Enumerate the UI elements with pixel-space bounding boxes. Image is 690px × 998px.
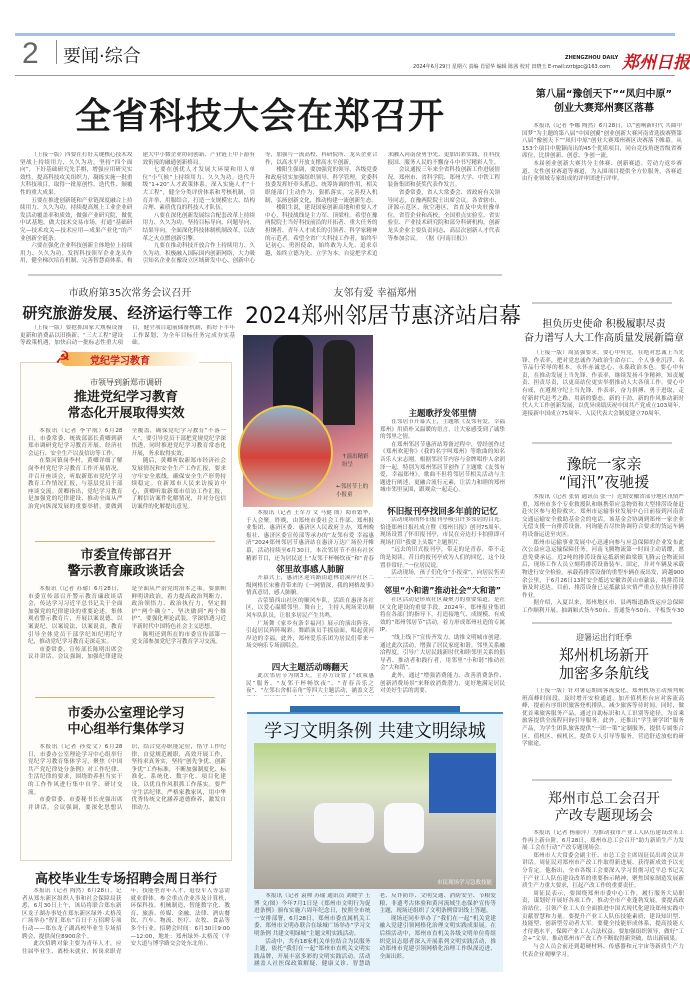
- gov-subtitle: 市政府第35次常务会议召开: [68, 288, 192, 299]
- performer-figure: [323, 340, 355, 425]
- tent: [429, 753, 496, 813]
- party-banner-label: 党纪学习教育: [90, 356, 150, 367]
- paragraph: 广场舞《家乡有条幸福河》展示的演出阵容，引起居民阵阵喝彩。舞蹈演员手摇扇面，唱起黄河岸边的幸福。此外，郑州爱乐乐团为居民们带来一场交响乐专场演唱会。: [246, 620, 374, 650]
- airport-subtitle: 迎暑运出行旺季: [576, 633, 632, 642]
- paragraph: 据介绍，入夏以来，郑州地区市、县两级道路货运应急保障工作顺利开展。抽调厢式货车50台、普通货车50台、平板货车30: [522, 600, 684, 614]
- paragraph: 活动中，共有18家机关单位结合为民服务主题，依托“我们在一起”郑州市直机关文明实践品牌，开展丰富多彩的文明实践活动。活动涵盖人社医保政策解疑、健康义诊、智慧助老、反诈防诈、文明交通、消防安全、节粮爱粮、非遗考古体验和黄河流域生态保护宣传等主题，现场还组织了文明条例常识线上答题。: [254, 893, 496, 968]
- paragraph: “线上线下”宣传齐发力，助推文明城市创建。通过此次活动，增强了居民家庭和谐，邻里关系融洽程度，引导广大居民践新时代和睦邻里关系的倡导者、推动者和践行者，用邻里“小和谐”推动社会“大和谐”。: [380, 634, 505, 672]
- caption-2: ←邻居节上的小报童: [336, 484, 369, 498]
- page-number: 2: [22, 37, 39, 70]
- venture-title-1: 第八届“豫创天下”“凤归中原”: [535, 89, 673, 100]
- union-title-1: 郑州市总工会召开: [548, 791, 660, 807]
- paragraph: 随后，黄卿听取新郑市经济社会发展情况和安全生产工作汇报，要求守牢安全底线，确保安全生产形势持续稳定。在新郑市人民来访接访中心，黄卿听取新郑市信访工作汇报，了解信访案件化解情况，并对分包信访案件的化解提出意见。: [131, 458, 226, 510]
- paragraph: 楼阳生强调，要加强党的领导，各级党委和政府切实加强组织领导、科学管理，党委科技委发挥好牵头抓总、统筹协调的作用，相关职能部门主动作为，狠抓落实，完善投入机制，弘扬创新文化，推动构建一流创新生态。: [265, 167, 378, 204]
- paragraph: 在梨河镇岗李村，黄卿详细了解岗李村党纪学习教育工作开展情况，并召开座谈会，听取新郑市党纪学习教育工作情况汇报，与基层党员干部座谈交流。黄卿指出，党纪学习教育是加强党的纪律建设、推动全面从严治党向纵深发展的重要举措，要做到全覆盖，确保党纪学习教育“不落一人”，要引导党员干部把党规党纪学深悟透，同时推进党纪学习教育常态化开展，务求取得实效。: [28, 428, 226, 510]
- paragraph: 在郑州邻居节惠济站筹备过程中，曾经创作过《郑州欢迎你》《我的名字叫郑州》等歌曲的知名音乐人宋志刚，根据邻居节内容与金牌唱作人余润泽一起，特别为郑州邻居节创作了主题歌《友邻有爱，幸福郑州》。歌曲不但将邻居节相关活动与主题进行阐述，更融合流行元素，让活力和睦的郑州城市邻里氛围，跟观众一起走心。: [380, 441, 505, 494]
- party-a3-title-1: 市委办公室理论学习: [67, 706, 185, 721]
- neighbor-body5: [380, 597, 505, 696]
- npc-title-2: 奋力谱写人大工作高质量发展新篇章: [524, 333, 684, 344]
- paragraph: 与会人员会前还到超硬材料、传感器和元宇宙等新质生产力代表企业观摩学习。: [522, 943, 684, 958]
- npc-body: [522, 350, 684, 433]
- civil-photo-caption: 市民现场学习急救技能: [436, 880, 492, 886]
- paragraph: 本报讯（记者 袁帅 苏瑜 通讯员 刘晓宇 王博 文/图）今年7月1日是《郑州市文明行为促进条例》颁布实施六周年纪念日，按照全市统一安排部署，6月28日，郑州市委直属机关工委、郑州市文明办联合在绿城广场举办“学习文明条例 共建文明绿城”主题文明实践活动。: [254, 893, 371, 937]
- newsboy-inset-photo: [238, 405, 333, 500]
- paragraph: 社区活动是形成社区凝聚力的重要渠道，是社区文化建设的重要手段。2024年，郑州报业集团将在各部门的指导下，打造接地气、成规模、有成效的“郑州邻居节”活动，着力形成郑州社造的专属IP。: [380, 597, 505, 634]
- npc-title-1: 担负历史使命 积极履职尽责: [542, 319, 666, 330]
- paragraph: 会议通报三年来全省科技创新工作进展情况。郑州市、省科学院、郑州大学、中铁工程装备集团和获奖代表作发言。: [387, 167, 500, 189]
- union-title: [520, 791, 688, 825]
- neighbor-subtitle: 友邻有爱 幸福郑州: [333, 288, 417, 299]
- lead-body: [20, 152, 500, 268]
- neighbor-h4: 怀旧报刊亭找回多年前的记忆: [387, 507, 498, 517]
- civil-body: [254, 893, 496, 969]
- paragraph: （上接一版）要抢抓国家大规模设备更新和消费品以旧换新、“三大工程”建设等政策机遇，加快启动一批标志性重大项目，健全项目超前储备机制，抓好下半年工作谋划，为全年目标任务完成夯实基础。: [20, 325, 235, 347]
- paragraph: 本报讯（记者 杨丽萍）为推动我市产业工人队伍建设改革工作再上新台阶，6月28日，郑州市总工会召开“助力新质生产力发展 工会在行动”产改专题现场会。: [522, 830, 684, 852]
- paragraph: 活动现场的怀旧报刊亭吸引许多邻居的目光。恰逢郑州日报社成立暨《郑州日报》创刊75周年，现场设置了怀旧报刊亭，市民在旁边打卡拍照即可现场打印“我要上头版”主题照片。: [380, 517, 505, 546]
- person-figure: [384, 803, 424, 853]
- issue-meta: 2024年6月29日 星期六 责编 肖留华 编辑 陈茜 校对 田晓玉 E-mail:zzrbjpc@163.com: [413, 64, 610, 70]
- party-a1-subtitle: 市领导到新郑市调研: [90, 378, 162, 387]
- party-a2-title-1: 市委宣传部召开: [80, 548, 172, 563]
- paragraph: 周征民表示，要围绕郑州市委中心工作，履行服务大局职责，谋划好开展好各项工作，推动全市产业蓬勃发展。要提高政治站位，引领产业工人在全面推进中国式现代化建设郑州实践中贡献智慧和力量。要提升产业工人队伍技能素质，建设知识型、技能型、创新型劳动者大军。要健全技能形成体系，提高技能人才待遇水平，保障产业工人合法权益。要加强组织领导，做好“工会+”文章，推动郑州市产改工作不断取得新突破、结出新硕果。: [522, 890, 684, 943]
- paragraph: 此外，通过“增强消费能力、改善消费条件、创新消费场景”来释放消费潜力，更好地满足居民对美好生活的需要。: [380, 672, 505, 695]
- paragraph: 此次招聘对象主要为青年人才，应往届毕业生、离校未就业、转岗求职青年，技能型青年人才，退役军人等急需就业群体。参会重点企业涉及计算机、环保科技、机械制造、智能数字化、教育、旅游、传媒、金融、法律、酒店餐饮、汽车、物流、医疗、农牧、食品等多个行业。招聘会时间：6月30日9:00—12:00，地址：郑州绿外·太格茂（平安大道与博学路交会处东北角）。: [22, 888, 230, 955]
- flood-title: [520, 455, 688, 491]
- party-a1-title-2: 常态化开展取得实效: [67, 406, 185, 421]
- paragraph: 在邻居节开幕式上，主题歌《友邻有爱，幸福郑州》用质朴又温暖的语言，让大家感受到了诚挚的邻里之情。: [380, 419, 505, 441]
- paragraph: 现场还同步举办了“我们在一起”机关党建融入党建引领网格化治理文明实践成果展。在后续活动中，郑州市直机关各级文明单位将组织党员志愿者深入开展系列文明实践活动，推动郑州市党建引领网格化治理工作纵深迈进、全面出彩。: [379, 915, 496, 960]
- paragraph: “远去的旧式报刊亭，带走的是青春，带不走的是阅读。昔日的报刊亭成为人们的回忆，这个设置非常好。”一位居民说。: [380, 547, 505, 569]
- paragraph: 六要在强化企业科技创新主体地位上持续用力、久久为功。发挥科技领军企业龙头作用，健全梯次培育机制，完善智慧商体系，构建大中小微企业协同创新、产业链上中下游有效衔接的融通创新格局。: [20, 152, 255, 265]
- npc-title: [520, 318, 688, 346]
- paragraph: 本报讯（记者 李娜 陶然）6月28日，以“创响新时代 共圆中国梦”为主题的第八届“中国创翼”创业创新大赛河南省选拔赛暨第八届“豫创天下”“凤归中原”创业大赛郑州赛区决赛落下帷幕。从153个项目中脱颖而出的45个优质项目，同台竞技角逐晋级省赛席位，比拼创新、创意、争创一流。: [522, 123, 682, 160]
- divider: [532, 442, 672, 444]
- paragraph: 五要在推进创新链和产业链深度融合上持续用力、久久为功。持续提高规上工业企业研发活动覆盖率和质效，做强产业研究院，做优中试基地，做大技术交易市场，打通“基础研究—技术攻关—技术应用—成果产业化”的产业创新全链条。: [20, 197, 133, 242]
- party-a3-body: [28, 744, 226, 856]
- civil-tab: [290, 706, 460, 712]
- paragraph: 八要在深化创新发展综合配套改革上持续用力、久久为功。坚持目标导向、问题导向、结果导向，全面深化科技体制机制改革，以改革之火点燃创新引擎。: [142, 212, 255, 242]
- paragraph: 九要在推动科技开放合作上持续用力、久久为功。积极融入国际国内创新网络，大力吸引知名企业在豫设立区域研发中心、创新中心等，加强与一流高校、科研院所、龙头企业合作，以高水平开放支撑高水平创新。: [142, 152, 378, 265]
- paragraph: 市委常委、宣传部长陈明出席会议并讲话。会议强调，加强纪律建设是全面从严治党的治本之策。要旗帜鲜明讲政治，着力提高政治判断力、政治领悟力、政治执行力，坚定拥护“两个确立”、坚决做到“两个维护”。要强化理论武装，学深悟透习近平新时代中国特色社会主义思想。: [28, 586, 226, 661]
- masthead-rule: [15, 75, 675, 76]
- flood-body: [522, 494, 684, 615]
- divider: [532, 779, 672, 781]
- newspaper-logo: 郑州日报: [622, 53, 690, 73]
- party-a2-title-2: 警示教育廉政谈话会: [67, 564, 185, 579]
- paragraph: 省委常委，省人大常委会、省政府有关领导同志，在豫两院院士出席会议。各省辖市、济源示范区、航空港区，省直及中央驻豫单位，省管企业和高校，全国重点实验室、省实验室、产业技术研究院和部分科研机构，创新龙头企业主要负责同志，高层次创新人才代表等参加会议。 （据《河南日报》）: [387, 189, 500, 242]
- neighbor-intro: [246, 510, 374, 562]
- party-a1-title: [20, 390, 232, 422]
- top-rule: [15, 33, 675, 36]
- paragraph: 陈明还到所在的市委宣传部第一党支部参加党纪学习教育学习交流。: [131, 631, 226, 646]
- divider: [35, 541, 215, 542]
- paragraph: 开幕式上，惠济区迎宾路街道林语溪岸社区二级网格长宋雅青带来的《一网情深，我的网格故事》情真意切，感人肺腑。: [246, 575, 374, 597]
- caption-1: ↑演出精彩纷呈: [342, 454, 369, 468]
- paragraph: 活动现场，孩子们化身“小报童”，向居民售卖: [391, 570, 505, 577]
- divider: [532, 622, 672, 624]
- paragraph: 楼阳生说，建设国家创新高地和重要人才中心，科技战线是主力军、顶梁柱。希望在豫两院院士当好科技前沿的开拓者、重大任务的担纲者、青年人才成长的引领者、科学家精神的示范者。希望全省广大科技工作者，始终牢记初心、勇担使命，始终敢为人先、追求卓越，始终立德为先、立学为本，自觉把学术追求融入河南奋勇争先、更加出彩实践，在科技报国、服务人民的不懈奋斗中书写精彩人生。: [265, 152, 500, 257]
- gov-body: [20, 325, 235, 348]
- flood-title-1: 豫皖一家亲: [566, 455, 642, 473]
- paragraph: 本报讯（记者 陶然）6月28日，记者从郑东新区组织人事和社会保障局获悉，6月30日上午，该局将联合郑东新区龙子湖办事处在郑东新区绿外·太格茂广场举办“智汇郑东”百日千万招聘专项行动——郑东龙子湖高校毕业生专场招聘会，提供岗位8900余个。: [22, 888, 122, 940]
- paragraph: 郑州市运输事业发展中心迅速向参与应急保障的企业发布此次公益应急运输保障任务。河南飞腾物流第一时间主动请缨，愿意免费承运。近2吨的排涝设备运抵新密曲梁镇飞腾云仓物流园后，现场工作人员立刻将排涝设备装车、固定，并对车辆及承载物进行安全检验。承载着排涝设备的重型车辆在夜出发，跨越900余公里，于6月26日13时安全抵达安徽省黄山市歙县，将排涝设备及时送达。目前，排涝设备已运抵歙县灾情严重点位执行排涝作业。: [522, 539, 684, 599]
- neighbor-body3: [380, 419, 505, 502]
- person-figure: [314, 803, 374, 843]
- paragraph: 古荥镇西山社区的顺风车队，活跃在惠济各社区，以爱心温暖邻里。舞台上，主持人现场采访顺风车队队员，让很多居民产生共鸣。: [246, 597, 374, 619]
- neighbor-body2-cont: [380, 335, 505, 395]
- paragraph: 本报讯（记者 张倩 通讯员 张一）近期安徽省部分地区汛情严重，郑州市多个专业救援队和继携带应急物资和大型排涝设备赶赴灾区参与抢险救灾。郑州市运输事业发展中心日前接到河南省交通运输安全救助基金会的电话，该基金会协调到郑州一家企业无偿支援一台排涝设备，问询能否尽快协调符合要求的货运车辆将设备运送至灾区。: [522, 494, 684, 538]
- venture-title-2: 创业大赛郑州赛区落幕: [554, 103, 654, 114]
- paragraph: 本报讯（记者 王军方 文 马健 图）阅市繁华，千人会聚。昨晚，由郑州市委社会工作部、郑州报业集团、惠济区委、惠济区人民政府主办，郑州晚报社、惠济区委宣传部等承办的“友邻有爱 幸福惠济”2024郑州邻居节惠济站在惠济万达广场拉开帷幕，活动持续至6月30日。本次邻居节不但有社区精彩节目，还为居民送上“友邻千杯畅饮夜”和“青春: [246, 510, 374, 562]
- paragraph: （上接一版）四要在打好关键核心技术攻坚战上持续用力、久久为功。坚持“四个面向”，下好基础研究先手棋，增强应用研究实效性，提高科技攻关组织力，凝练实施一批重大科技项目，取得一批原创性、迭代性、颠覆性的重大成果。: [20, 152, 133, 196]
- divider: [28, 274, 502, 276]
- union-title-2: 产改专题现场会: [555, 808, 653, 824]
- civil-title: 学习文明条例 共建文明绿城: [264, 721, 486, 742]
- gov-title: 研究旅游发展、经济运行等工作: [22, 304, 233, 322]
- party-a1-title-1: 推进党纪学习教育: [73, 390, 178, 405]
- neighbor-title: 2024郑州邻居节惠济站启幕: [245, 304, 521, 329]
- neighbor-h1: 邻里故事感人肺腑: [275, 565, 344, 575]
- union-body: [522, 830, 684, 967]
- grad-body: [22, 888, 230, 970]
- divider: [532, 302, 672, 304]
- neighbor-h2: 四大主题活动嗨翻天: [271, 663, 349, 673]
- flood-title-2: “闻汛”夜驰援: [558, 473, 650, 491]
- paragraph: 本报讯（记者 苏瑜）6月28日，市委宣传部召开警示教育廉政谈话会，传达学习习近平总书记关于全面加强党的纪律建设的重要论述，集体观看警示教育片，开展以案说德、以案说纪、以案说法、以案说责，教育引导全体党员干部学纪知纪明纪守纪，推动党纪学习教育走深走实。: [28, 586, 123, 646]
- airport-title-2: 加密多条航线: [558, 664, 649, 682]
- neighbor-body4: [380, 517, 505, 578]
- airport-title: [520, 646, 688, 682]
- party-a3-title-2: 中心组举行集体学习: [67, 722, 185, 737]
- lead-title: 全省科技大会在郑召开: [74, 96, 445, 137]
- party-a1-body: [28, 428, 226, 536]
- paragraph: 此次邻居节为期3天，主办方设置了“政策惠民”服务、“友邻千杯畅饮夜”、“青春音乐之夜”、“左邻右舍相亲角”等四大主题活动，涵盖文艺: [246, 673, 374, 695]
- daily-en: ZHENGZHOU DAILY: [565, 55, 619, 61]
- party-emblem-icon: ☭: [55, 348, 71, 368]
- paragraph: （上接一版）周富强要求，要心中有党，在绝对忠诚上当先锋、作表率，把对党忠诚作为政治生命存亡、个人事业沉浮、名节品行荣辱的根本，永怀赤诚忠心、永葆政治本色。要心中有责，在推动发展上当先锋、作表率，继续发扬斗争精神，知责履责、担责尽责，以更高站位更实举措推动人大各项工作。要心中有戒，在遵规守纪上当先锋、作表率，奋力拼搏、勇于进取，走好新时代赶考之路，用新的姿态、新的干劲、新的作风推动新时代人大工作创新发展，以优异成绩庆祝中国共产党成立103周年、迎接新中国成立75周年、人民代表大会制度建立70周年。: [522, 350, 684, 417]
- grad-title: 高校毕业生专场招聘会周日举行: [34, 872, 217, 887]
- paragraph: 郑州市人大常委会副主任、市总工会主席周征民出席会议并讲话。周征民对郑州市产改工作取得新进展、获得新成效予以充分肯定。他指出，全市各级工会要深入学习贯彻习近平总书记关于产业工人队伍建设改革的重要指示精神，聚焦国家制造发展新质生产力重大要求，扛起产改工作的重要责任。: [522, 852, 684, 890]
- neighbor-h3: 主题歌抒发邻里情: [408, 409, 477, 419]
- cpr-photo: [254, 743, 496, 889]
- airport-body: [522, 688, 684, 772]
- paragraph: 本报讯（记者 孙爱文）6月28日，市委办公室理论学习中心组举行党纪学习教育集体学习，聚焦《中国共产党纪律处分条例》对工作纪律、生活纪律的要求，围绕聆养担当实干的工作作风进行集中自学、研讨交流。: [28, 744, 123, 796]
- venture-title: [520, 88, 688, 116]
- neighbor-body2-start: [246, 673, 374, 696]
- paragraph: （上接一版）针对暑运期间客流变化，郑州机场主动预判航班高峰时间段，及时增开安检通道，加开值机柜台应对客流高峰，提前有序组织旅客登机排队，减少旅客等待时间。同时，做优首乘旅客服务产品，通过自助标识和人工识别等途径，为首乘旅客提供全流程问询引导服务。此外，还推出“学生研学团”服务产品，为学生团队旅客提供“一团一策”定制服务，提供专属集合区、值机区、候机区，提供专人引导等服务，营造舒适放松的研学旅途。: [522, 688, 684, 748]
- paragraph: 本届创业创新大赛共分主体赛、创新赛道、劳动力返乡赛道、女性创业赛道等赛道，为入围项目提供全方位服务，各赛道由行业领域专家组成的评审团进行评审。: [522, 160, 682, 183]
- section-title: 要闻·综合: [63, 46, 141, 67]
- party-a2-body: [28, 586, 226, 692]
- neighbor-h5: 邻里“小和谐”推动社会“大和谐”: [383, 586, 502, 595]
- party-a3-title: [20, 706, 232, 738]
- paragraph: 七要在创优人才发展大环境和用人单位“小气候”上持续用力、久久为功。迭代升级“1+20”人才政策体系，深入实施人才“十大工程”，健全分类评价体系和考核机制，引育并举、用服结合，打造一支规模宏大、结构合理、素质优良的科技人才队伍。: [142, 167, 255, 212]
- paragraph: 本报讯（记者 李宇航）6月28日，市委常委、统战部部长黄卿到新郑市调研党纪学习教育开展、经济社会运行、安全生产以及信访等工作。: [28, 428, 123, 457]
- neighbor-body1: [246, 575, 374, 659]
- party-a2-title: [20, 548, 232, 580]
- venture-body: [522, 123, 682, 295]
- airport-title-1: 郑州机场新开: [558, 646, 649, 664]
- paragraph: 市委常委、市委秘书长虎强出席并讲话。会议强调，要深化思想认识，结合党办职能定位，恪守工作纪律，自觉规范履职，高效开展工作，坚持求真务实，坚持“创先争优、创新争优”工作标准，不断加强制度化、标准化、系统化、数字化、项目化建设，以优良作风狠抓工作落实。要严守生活纪律，严格家教家风，用中华优秀传统文化涵养道德修养，激发自律动力。: [28, 744, 226, 811]
- masthead-separator: [56, 40, 57, 64]
- divider: [35, 697, 215, 698]
